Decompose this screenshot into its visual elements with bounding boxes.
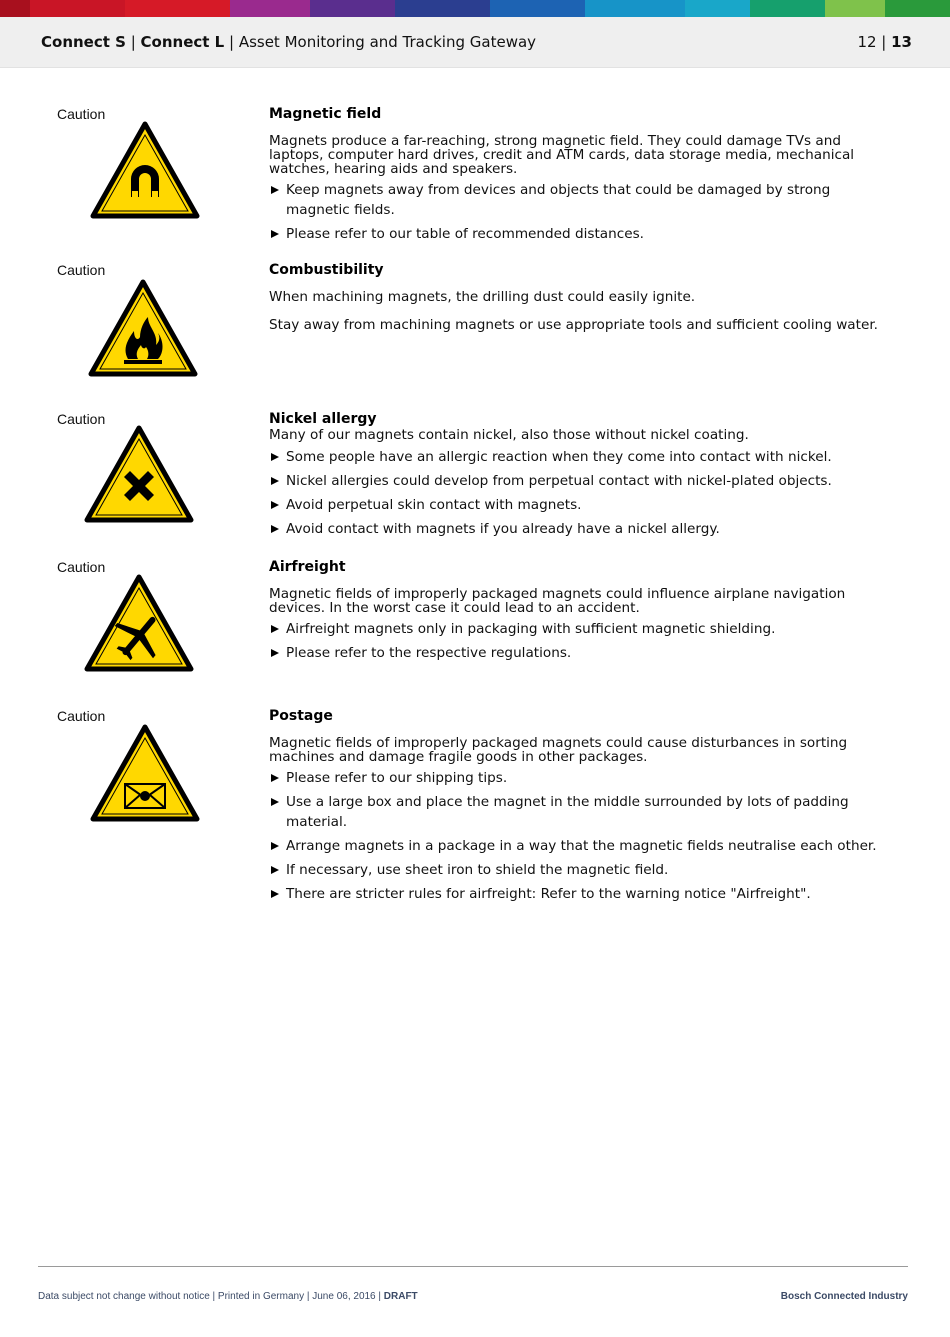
section-title: Nickel allergy bbox=[269, 411, 377, 427]
envelope-warning-icon bbox=[90, 724, 200, 822]
irritant-warning-icon bbox=[84, 425, 194, 523]
section-paragraph: Magnetic fields of improperly packaged magnets could influence airplane navigation devices. In the worst case it could lead to an accident. bbox=[269, 586, 846, 616]
list-item bbox=[269, 619, 881, 639]
list-item bbox=[269, 860, 881, 880]
section-title: Magnetic field bbox=[269, 106, 382, 122]
bullet-text: If necessary, use sheet iron to shield the magnetic field. bbox=[286, 862, 669, 878]
caution-label: Caution bbox=[57, 262, 106, 278]
list-item bbox=[269, 768, 881, 788]
footer-company: Bosch Connected Industry bbox=[780, 1291, 908, 1302]
bullet-list bbox=[269, 768, 881, 904]
list-item bbox=[269, 471, 881, 491]
flammable-warning-icon bbox=[88, 279, 198, 377]
list-item bbox=[269, 519, 881, 539]
caution-label: Caution bbox=[57, 106, 106, 122]
bullet-text: Use a large box and place the magnet in the middle surrounded by lots of padding material. bbox=[286, 794, 849, 830]
bullet-arrow-icon bbox=[271, 649, 279, 657]
list-item bbox=[269, 792, 881, 832]
section-content bbox=[269, 708, 881, 908]
bullet-list bbox=[269, 180, 881, 244]
page-number bbox=[857, 33, 912, 51]
list-item bbox=[269, 884, 881, 904]
list-item bbox=[269, 224, 881, 244]
document-subtitle: Asset Monitoring and Tracking Gateway bbox=[238, 33, 537, 51]
bullet-arrow-icon bbox=[271, 230, 279, 238]
bullet-arrow-icon bbox=[271, 453, 279, 461]
title-separator: | bbox=[125, 33, 141, 51]
bullet-text: There are stricter rules for airfreight: Refer to the warning notice "Airfreight". bbox=[286, 886, 811, 902]
section-content bbox=[269, 411, 881, 543]
section-title: Combustibility bbox=[269, 262, 384, 278]
draft-status: DRAFT bbox=[383, 1291, 418, 1302]
current-page: 12 bbox=[857, 33, 877, 51]
title-separator: | bbox=[224, 33, 239, 51]
list-item bbox=[269, 447, 881, 467]
footer-notice bbox=[38, 1291, 418, 1302]
bullet-text: Airfreight magnets only in packaging with sufficient magnetic shielding. bbox=[286, 621, 776, 637]
bullet-text: Avoid contact with magnets if you already have a nickel allergy. bbox=[286, 521, 720, 537]
bullet-arrow-icon bbox=[271, 186, 279, 194]
bullet-arrow-icon bbox=[271, 774, 279, 782]
bullet-arrow-icon bbox=[271, 842, 279, 850]
bullet-arrow-icon bbox=[271, 866, 279, 874]
bullet-text: Nickel allergies could develop from perpetual contact with nickel-plated objects. bbox=[286, 473, 832, 489]
page-header bbox=[0, 17, 950, 68]
section-paragraph: Magnets produce a far-reaching, strong magnetic field. They could damage TVs and laptops, computer hard drives, credit and ATM cards, data storage media, mechanical watches, hearing aids and speakers. bbox=[269, 133, 855, 177]
total-pages: 13 bbox=[891, 33, 912, 51]
brand-color-bar bbox=[0, 0, 950, 17]
bullet-text: Please refer to the respective regulations. bbox=[286, 645, 572, 661]
product-name-2: Connect L bbox=[140, 33, 225, 51]
magnet-warning-icon bbox=[90, 121, 200, 219]
product-name-1: Connect S bbox=[41, 33, 126, 51]
section-content bbox=[269, 106, 881, 248]
bullet-arrow-icon bbox=[271, 890, 279, 898]
footer-divider bbox=[38, 1266, 908, 1267]
bullet-text: Arrange magnets in a package in a way that the magnetic fields neutralise each other. bbox=[286, 838, 877, 854]
bullet-text: Avoid perpetual skin contact with magnets. bbox=[286, 497, 582, 513]
section-title: Postage bbox=[269, 708, 333, 724]
section-content bbox=[269, 559, 881, 667]
section-paragraph: Stay away from machining magnets or use appropriate tools and sufficient cooling water. bbox=[269, 317, 878, 333]
list-item bbox=[269, 495, 881, 515]
section-paragraph: When machining magnets, the drilling dust could easily ignite. bbox=[269, 289, 696, 305]
bullet-text: Please refer to our shipping tips. bbox=[286, 770, 508, 786]
section-content bbox=[269, 262, 881, 334]
bullet-list bbox=[269, 447, 881, 539]
list-item bbox=[269, 180, 881, 220]
bullet-arrow-icon bbox=[271, 501, 279, 509]
caution-label: Caution bbox=[57, 411, 106, 427]
list-item bbox=[269, 643, 881, 663]
bullet-text: Some people have an allergic reaction when they come into contact with nickel. bbox=[286, 449, 832, 465]
section-paragraph: Magnetic fields of improperly packaged magnets could cause disturbances in sorting machines and damage fragile goods in other packages. bbox=[269, 735, 848, 765]
section-paragraph: Many of our magnets contain nickel, also those without nickel coating. bbox=[269, 427, 749, 443]
caution-label: Caution bbox=[57, 559, 106, 575]
airplane-warning-icon bbox=[84, 574, 194, 672]
bullet-arrow-icon bbox=[271, 477, 279, 485]
bullet-arrow-icon bbox=[271, 625, 279, 633]
section-title: Airfreight bbox=[269, 559, 346, 575]
document-title bbox=[41, 33, 536, 51]
bullet-arrow-icon bbox=[271, 525, 279, 533]
bullet-list bbox=[269, 619, 881, 663]
bullet-arrow-icon bbox=[271, 798, 279, 806]
caution-label: Caution bbox=[57, 708, 106, 724]
list-item bbox=[269, 836, 881, 856]
bullet-text: Keep magnets away from devices and objects that could be damaged by strong magnetic fields. bbox=[286, 182, 831, 218]
bullet-text: Please refer to our table of recommended distances. bbox=[286, 226, 644, 242]
footer-notice-text: Data subject not change without notice | Printed in Germany | June 06, 2016 | bbox=[38, 1291, 384, 1302]
page-separator: | bbox=[876, 33, 892, 51]
